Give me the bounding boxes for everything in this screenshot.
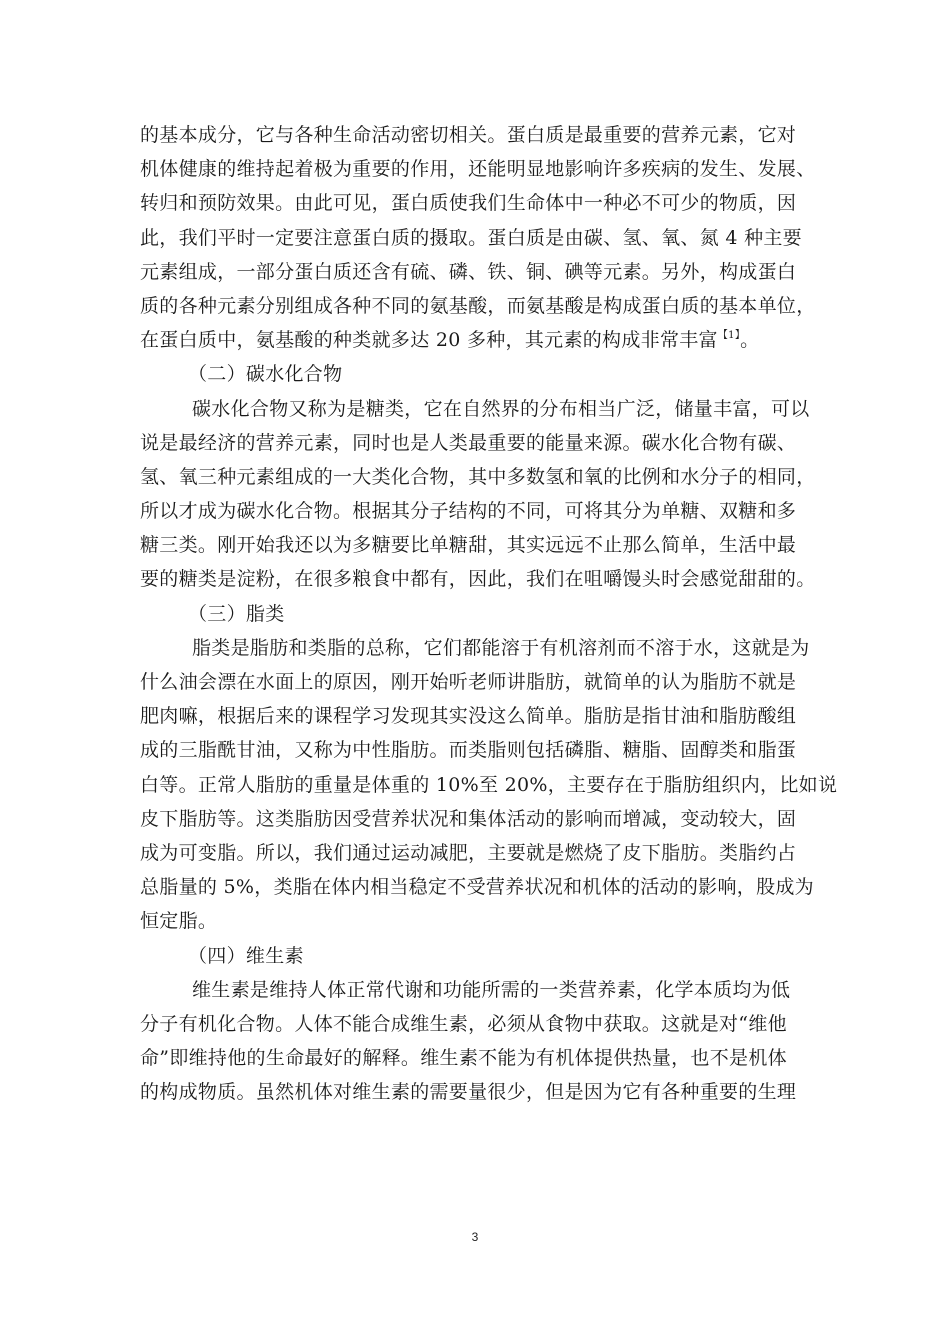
paragraph-line: 什么油会漂在水面上的原因，刚开始听老师讲脂肪，就简单的认为脂肪不就是 (140, 671, 797, 693)
paragraph-line: 糖三类。刚开始我还以为多糖要比单糖甜，其实远远不止那么简单，生活中最 (140, 534, 797, 557)
paragraph-text: 。 (740, 329, 760, 352)
paragraph-line: 皮下脂肪等。这类脂肪因受营养状况和集体活动的影响而增减，变动较大，固 (140, 807, 797, 830)
paragraph-line: 氢、氧三种元素组成的一大类化合物，其中多数氢和氧的比例和水分子的相同， (140, 465, 816, 488)
section-heading-carbohydrates: （二）碳水化合物 (188, 363, 343, 386)
citation-reference[interactable]: 【1】 (717, 330, 741, 342)
paragraph-line: 总脂量的 5%，类脂在体内相当稳定不受营养状况和机体的活动的影响，股成为 (140, 876, 814, 899)
paragraph-line: 脂类是脂肪和类脂的总称，它们都能溶于有机溶剂而不溶于水，这就是为 (192, 636, 810, 659)
paragraph-line: 成的三脂酰甘油，又称为中性脂肪。而类脂则包括磷脂、糖脂、固醇类和脂蛋 (140, 739, 797, 762)
paragraph-line: 分子有机化合物。人体不能合成维生素，必须从食物中获取。这就是对“维他 (140, 1012, 787, 1035)
paragraph-line: 所以才成为碳水化合物。根据其分子结构的不同，可将其分为单糖、双糖和多 (140, 500, 797, 523)
section-heading-vitamins: （四）维生素 (188, 944, 304, 967)
paragraph-line: 说是最经济的营养元素，同时也是人类最重要的能量来源。碳水化合物有碳、 (140, 431, 797, 454)
paragraph-line: 恒定脂。 (140, 910, 218, 933)
paragraph-line: 碳水化合物又称为是糖类，它在自然界的分布相当广泛，储量丰富，可以 (192, 397, 810, 420)
paragraph-line: 的构成物质。虽然机体对维生素的需要量很少，但是因为它有各种重要的生理 (140, 1081, 797, 1104)
paragraph-line: 的基本成分，它与各种生命活动密切相关。蛋白质是最重要的营养元素，它对 (140, 124, 797, 146)
paragraph-text: 在蛋白质中，氨基酸的种类就多达 20 多种，其元素的构成非常丰富 (140, 329, 718, 352)
section-heading-lipids: （三）脂类 (188, 602, 285, 625)
paragraph-line: 成为可变脂。所以，我们通过运动减肥，主要就是燃烧了皮下脂肪。类脂约占 (140, 841, 797, 864)
paragraph-line: 命”即维持他的生命最好的解释。维生素不能为有机体提供热量，也不是机体 (140, 1047, 787, 1070)
paragraph-line: 要的糖类是淀粉，在很多粮食中都有，因此，我们在咀嚼馒头时会感觉甜甜的。 (140, 568, 816, 591)
paragraph-line: 此，我们平时一定要注意蛋白质的摄取。蛋白质是由碳、氢、氧、氮 4 种主要 (140, 226, 802, 249)
paragraph-line: 白等。正常人脂肪的重量是体重的 10%至 20%，主要存在于脂肪组织内，比如说 (140, 773, 838, 796)
document-body (140, 118, 838, 1109)
paragraph-line: 元素组成，一部分蛋白质还含有硫、磷、铁、铜、碘等元素。另外，构成蛋白 (140, 260, 797, 283)
paragraph-line: 维生素是维持人体正常代谢和功能所需的一类营养素，化学本质均为低 (192, 978, 791, 1001)
paragraph-line (140, 323, 810, 357)
paragraph-line: 质的各种元素分别组成各种不同的氨基酸，而氨基酸是构成蛋白质的基本单位， (140, 294, 816, 317)
paragraph-line: 肥肉嘛，根据后来的课程学习发现其实没这么简单。脂肪是指甘油和脂肪酸组 (140, 705, 797, 728)
paragraph-line: 转归和预防效果。由此可见，蛋白质使我们生命体中一种必不可少的物质，因 (140, 192, 797, 215)
paragraph-line: 机体健康的维持起着极为重要的作用，还能明显地影响许多疾病的发生、发展、 (140, 158, 816, 181)
page-number: 3 (471, 1230, 479, 1244)
